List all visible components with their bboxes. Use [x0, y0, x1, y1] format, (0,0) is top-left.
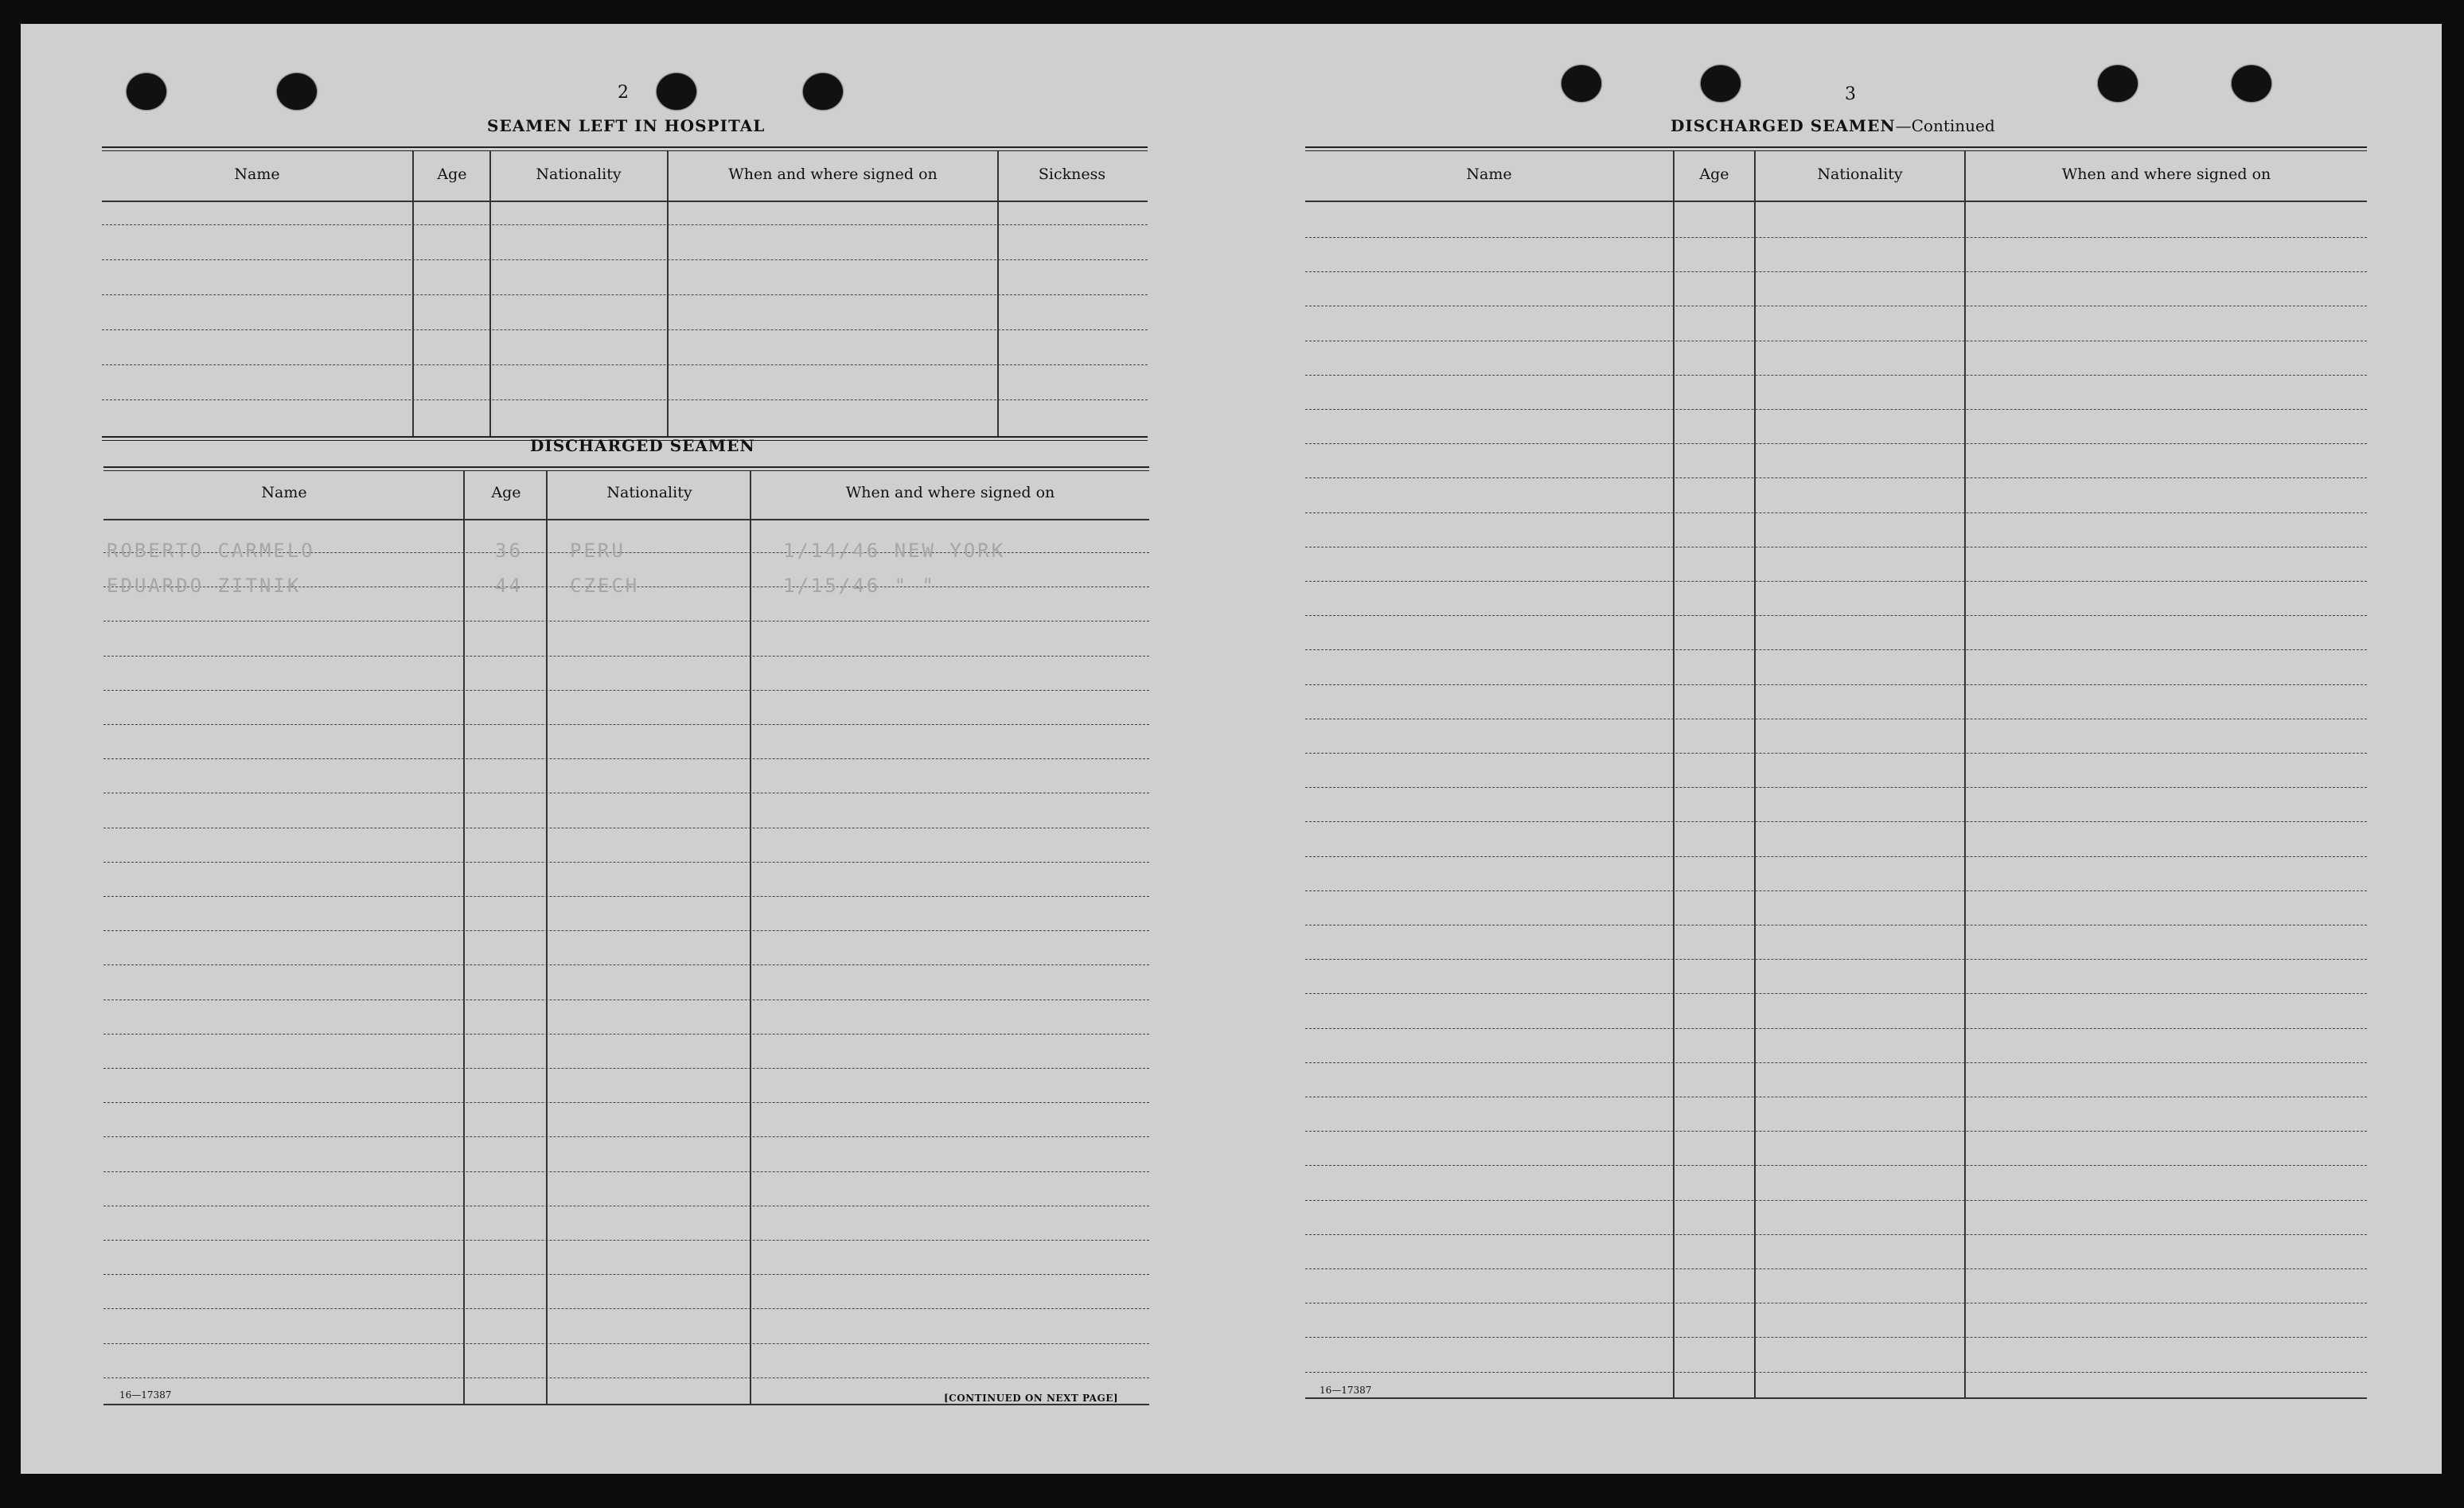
ruled-line — [1305, 1234, 2367, 1235]
ruled-line — [1305, 409, 2367, 410]
continued-note: [CONTINUED ON NEXT PAGE] — [944, 1393, 1119, 1404]
ruled-line — [103, 896, 1149, 897]
faint-entry-nationality: PERU — [570, 540, 626, 562]
ruled-line — [103, 1343, 1149, 1344]
ruled-line — [103, 1308, 1149, 1309]
ruled-line — [103, 1136, 1149, 1137]
col-header-nationality: Nationality — [1817, 166, 1903, 183]
col-header-age: Age — [437, 166, 467, 183]
faint-entry-nationality: CZECH — [570, 575, 640, 597]
section-title-continued: —Continued — [1895, 116, 1995, 135]
discharged-section-title: DISCHARGED SEAMEN — [530, 436, 755, 455]
column-divider — [546, 471, 548, 1404]
ruled-line — [103, 930, 1149, 931]
ruled-line — [103, 1274, 1149, 1275]
ruled-line — [103, 690, 1149, 691]
faint-entry-name: ROBERTO CARMELO — [107, 540, 315, 562]
col-header-sickness: Sickness — [1038, 166, 1106, 183]
header-rule — [103, 519, 1149, 520]
ruled-line — [1305, 1268, 2367, 1269]
form-number: 16—17387 — [1320, 1385, 1372, 1396]
col-header-signed-on: When and where signed on — [2061, 166, 2271, 183]
ruled-line — [103, 1034, 1149, 1035]
ruled-line — [1305, 1028, 2367, 1029]
faint-entry-signed-on: 1/15/46 " " — [783, 575, 936, 597]
page-2 — [21, 24, 1214, 1474]
punch-hole — [2098, 65, 2138, 102]
ruled-line — [103, 621, 1149, 622]
ruled-line — [103, 1240, 1149, 1241]
col-header-nationality: Nationality — [536, 166, 622, 183]
ruled-line — [1305, 443, 2367, 444]
column-divider — [489, 151, 491, 436]
col-header-signed-on: When and where signed on — [845, 484, 1055, 501]
ruled-line — [102, 224, 1148, 225]
continued-section-title — [1671, 116, 1995, 135]
faint-entry-age: 44 — [495, 575, 523, 597]
table-bottom-rule — [1305, 1397, 2367, 1399]
col-header-age: Age — [1699, 166, 1729, 183]
ruled-line — [103, 1171, 1149, 1172]
ruled-line — [1305, 753, 2367, 754]
column-divider — [997, 151, 999, 436]
punch-hole — [657, 73, 696, 110]
ruled-line — [1305, 1372, 2367, 1373]
ruled-line — [1305, 1337, 2367, 1338]
ruled-line — [1305, 615, 2367, 616]
ruled-line — [1305, 271, 2367, 272]
faint-entry-name: EDUARDO ZITNIK — [107, 575, 302, 597]
column-divider — [667, 151, 669, 436]
table-bottom-rule — [103, 1404, 1149, 1405]
ruled-line — [1305, 959, 2367, 960]
ruled-line — [1305, 684, 2367, 685]
col-header-name: Name — [234, 166, 280, 183]
ruled-line — [102, 399, 1148, 400]
ruled-line — [103, 964, 1149, 965]
ruled-line — [1305, 477, 2367, 478]
col-header-signed-on: When and where signed on — [728, 166, 938, 183]
col-header-name: Name — [261, 484, 307, 501]
punch-hole — [803, 73, 843, 110]
col-header-name: Name — [1466, 166, 1512, 183]
ruled-line — [103, 999, 1149, 1000]
column-divider — [1964, 151, 1966, 1397]
ruled-line — [103, 862, 1149, 863]
ruled-line — [102, 294, 1148, 295]
ruled-line — [103, 724, 1149, 725]
faint-entry-age: 36 — [495, 540, 523, 562]
ruled-line — [1305, 1165, 2367, 1166]
col-header-nationality: Nationality — [606, 484, 692, 501]
column-divider — [463, 471, 465, 1404]
ruled-line — [1305, 856, 2367, 857]
header-rule — [1305, 201, 2367, 202]
punch-hole — [1561, 65, 1601, 102]
hospital-section-title: SEAMEN LEFT IN HOSPITAL — [487, 116, 766, 135]
ruled-line — [1305, 375, 2367, 376]
ruled-line — [103, 1068, 1149, 1069]
faint-entry-signed-on: 1/14/46 NEW YORK — [783, 540, 1006, 562]
ruled-line — [1305, 993, 2367, 994]
column-divider — [1754, 151, 1756, 1397]
ruled-line — [102, 259, 1148, 260]
page-number: 3 — [1845, 84, 1856, 104]
punch-hole — [277, 73, 317, 110]
table-top-rule — [1305, 146, 2367, 151]
page-3 — [1214, 24, 2442, 1474]
document-sheet — [21, 24, 2442, 1474]
ruled-line — [1305, 1131, 2367, 1132]
table-top-rule — [103, 466, 1149, 471]
punch-hole — [127, 73, 166, 110]
ruled-line — [102, 364, 1148, 365]
col-header-age: Age — [491, 484, 521, 501]
ruled-line — [1305, 890, 2367, 891]
page-number: 2 — [618, 83, 629, 103]
punch-hole — [1701, 65, 1741, 102]
punch-hole — [2232, 65, 2271, 102]
ruled-line — [1305, 237, 2367, 238]
ruled-line — [103, 758, 1149, 759]
column-divider — [750, 471, 751, 1404]
ruled-line — [1305, 512, 2367, 513]
ruled-line — [1305, 649, 2367, 650]
ruled-line — [103, 1102, 1149, 1103]
column-divider — [1673, 151, 1675, 1397]
header-rule — [102, 201, 1148, 202]
table-top-rule — [102, 146, 1148, 151]
form-number: 16—17387 — [119, 1389, 172, 1401]
ruled-line — [1305, 821, 2367, 822]
ruled-line — [1305, 1200, 2367, 1201]
ruled-line — [103, 656, 1149, 657]
ruled-line — [102, 329, 1148, 330]
section-title-bold: DISCHARGED SEAMEN — [1671, 116, 1896, 135]
ruled-line — [1305, 787, 2367, 788]
ruled-line — [1305, 581, 2367, 582]
column-divider — [412, 151, 414, 436]
ruled-line — [1305, 1062, 2367, 1063]
ruled-line — [103, 1377, 1149, 1378]
